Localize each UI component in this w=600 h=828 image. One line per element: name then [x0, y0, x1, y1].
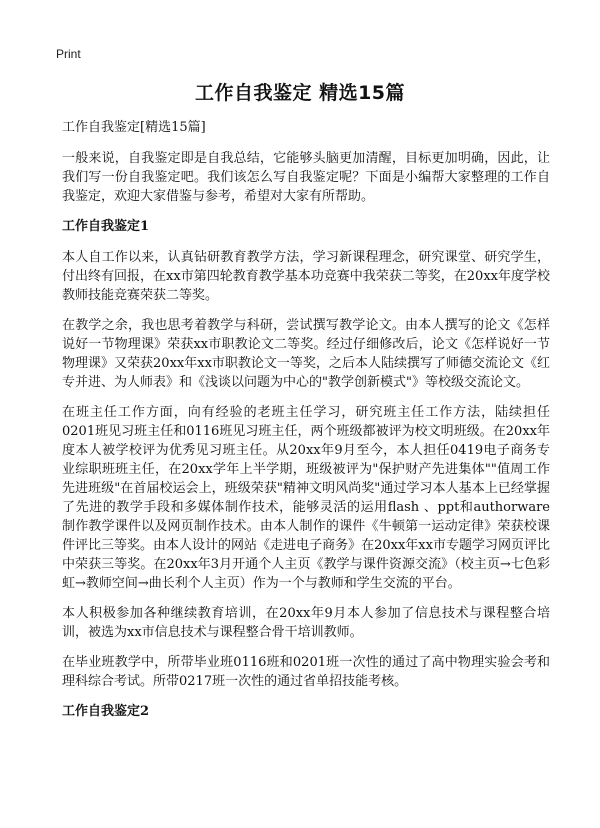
- section1-paragraph-3: 在班主任工作方面，向有经验的老班主任学习，研究班主任工作方法，陆续担任0201班见习班主任和0116班见习班主任，两个班级都被评为校文明班级。在20xx年度本人被学校评为优秀见习班主任。从20xx年9月至今，本人担任0419电子商务专业综职班班主任，在20xx学年上半学期，班级被评为"保护财产先进集体""值周工作先进班级"在首届校运会上，班级荣获"精神文明风尚奖"通过学习本人基本上已经掌握了先进的教学手段和多媒体制作技术，能够灵活的运用flash 、ppt和authorware 制作教学课件以及网页制作技术。由本人制作的课件《牛顿第一运动定律》荣获校课件评比三等奖。由本人设计的网站《走进电子商务》在20xx年xx市专题学习网页评比中荣获三等奖。在20xx年3月开通个人主页《教学与课件资源交流》（校主页→七色彩虹→教师空间→曲长利个人主页）作为一个与教师和学生交流的平台。: [62, 405, 550, 591]
- document-title: 工作自我鉴定 精选15篇: [194, 82, 406, 104]
- document-subtitle: 工作自我鉴定[精选15篇]: [62, 120, 206, 135]
- section-heading-1: 工作自我鉴定1: [62, 219, 150, 234]
- section1-paragraph-1: 本人自工作以来，认真钻研教育教学方法，学习新课程理念，研究课堂、研究学生，付出终有回报，在xx市第四轮教育教学基本功竞赛中我荣获二等奖，在20xx年度学校教师技能竞赛荣获二等奖。: [62, 250, 550, 303]
- intro-paragraph: 一般来说，自我鉴定即是自我总结，它能够头脑更加清醒，目标更加明确，因此，让我们写一份自我鉴定吧。我们该怎么写自我鉴定呢？下面是小编帮大家整理的工作自我鉴定，欢迎大家借鉴与参考，希望对大家有所帮助。: [62, 151, 550, 204]
- section1-paragraph-2: 在教学之余，我也思考着教学与科研，尝试撰写教学论文。由本人撰写的论文《怎样说好一节物理课》荣获xx市职教论文二等奖。经过仔细修改后，论文《怎样说好一节物理课》又荣获20xx年xx市职教论文一等奖，之后本人陆续撰写了师德交流论文《红专并进、为人师表》和《浅谈以问题为中心的"教学创新模式"》等校级交流论文。: [62, 318, 550, 390]
- document-body: [62, 118, 550, 733]
- section-heading-2: 工作自我鉴定2: [62, 704, 150, 719]
- section1-paragraph-5: 在毕业班教学中，所带毕业班0116班和0201班一次性的通过了高中物理实验会考和理科综合考试。所带0217班一次性的通过省单招技能考核。: [62, 655, 550, 689]
- section1-paragraph-4: 本人积极参加各种继续教育培训，在20xx年9月本人参加了信息技术与课程整合培训，被选为xx市信息技术与课程整合骨干培训教师。: [62, 606, 550, 640]
- print-label: Print: [56, 47, 81, 61]
